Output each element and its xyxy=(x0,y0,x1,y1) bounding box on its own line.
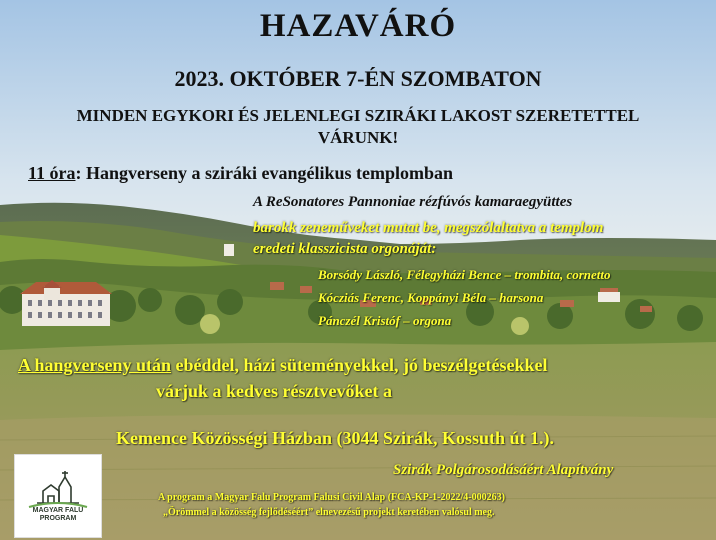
logo-text-line-1: MAGYAR FALU xyxy=(32,507,84,514)
concert-time: 11 óra xyxy=(28,163,76,183)
logo-text-line-2: PROGRAM xyxy=(39,515,77,522)
performer-line-3: Pánczél Kristóf – orgona xyxy=(318,313,452,328)
event-title: HAZAVÁRÓ xyxy=(259,8,457,44)
organizer-line: Szirák Polgárosodásáért Alapítvány xyxy=(393,462,614,478)
funding-line-2: „Örömmel a közösség fejlődéséért” elnevezésű projekt keretében valósul meg. xyxy=(163,507,495,518)
magyar-falu-program-logo xyxy=(14,454,102,538)
program-line-1: barokk zeneműveket mutat be, megszólaltatva a templom xyxy=(253,220,604,236)
event-date: 2023. OKTÓBER 7-ÉN SZOMBATON xyxy=(174,66,542,91)
after-concert-emphasis: A hangverseny után xyxy=(18,355,172,375)
funding-line-1: A program a Magyar Falu Program Falusi Civil Alap (FCA-KP-1-2022/4-000263) xyxy=(158,492,505,503)
welcome-line: várjuk a kedves résztvevőket a xyxy=(156,381,392,401)
invitation-line-1: MINDEN EGYKORI ÉS JELENLEGI SZIRÁKI LAKOST SZERETETTEL xyxy=(76,106,640,125)
concert-description: : Hangverseny a sziráki evangélikus templomban xyxy=(75,163,454,183)
logo-text xyxy=(15,507,101,523)
performer-line-1: Borsódy László, Félegyházi Bence – trombita, cornetto xyxy=(318,267,611,282)
ensemble-line: A ReSonatores Pannoniae rézfúvós kamaraegyüttes xyxy=(253,194,573,210)
after-concert-line xyxy=(18,355,547,376)
performer-line-2: Kócziás Ferenc, Koppányi Béla – harsona xyxy=(318,290,544,305)
program-line-2: eredeti klasszicista orgonáját: xyxy=(253,241,437,257)
venue-line: Kemence Közösségi Házban (3044 Szirák, Kossuth út 1.). xyxy=(116,428,554,448)
after-concert-rest: ebéddel, házi süteményekkel, jó beszélgetésekkel xyxy=(171,355,548,375)
concert-line xyxy=(28,163,453,184)
invitation-line-2: VÁRUNK! xyxy=(317,128,399,147)
church-village-icon xyxy=(15,463,101,513)
